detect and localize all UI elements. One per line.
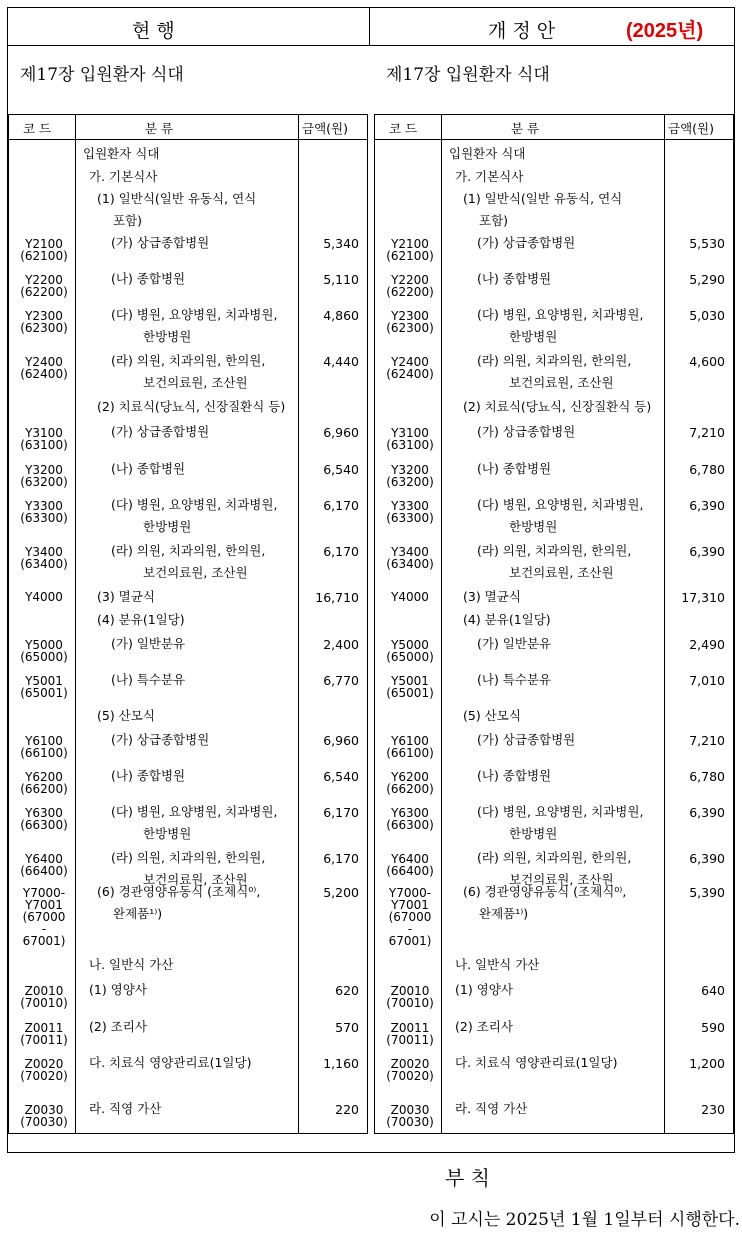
row-amount: 5,340 [323, 236, 359, 251]
fee-table [8, 114, 368, 1134]
row-code: Y3400 (63400) [386, 545, 434, 571]
row-code: Y2100 (62100) [386, 237, 434, 263]
row-category [455, 979, 513, 1001]
row-code: Y6100 (66100) [20, 734, 68, 760]
column-header-category: 분 류 [511, 121, 540, 136]
row-code: Y5001 (65001) [386, 674, 434, 700]
row-amount: 6,780 [689, 462, 725, 477]
category-line: (가) 상급종합병원 [477, 732, 576, 747]
category-line: (6) 경관영양유동식 (조제식⁰⁾, [97, 884, 261, 899]
row-category [463, 705, 521, 727]
row-category [97, 396, 285, 418]
category-line: (가) 일반분유 [477, 636, 552, 651]
row-category [455, 954, 539, 976]
panel-title: 제17장 입원환자 식대 [20, 65, 184, 85]
row-amount: 6,540 [323, 769, 359, 784]
row-code: Y7000- Y7001 (67000 - 67001) [388, 886, 432, 948]
category-line: (1) 영양사 [455, 982, 513, 997]
row-amount: 7,010 [689, 673, 725, 688]
category-line: (다) 병원, 요양병원, 치과병원, [111, 804, 278, 819]
row-category [97, 586, 155, 608]
row-category [89, 979, 147, 1001]
row-category [111, 232, 209, 254]
category-line: (나) 종합병원 [477, 271, 552, 286]
row-code: Y7000- Y7001 (67000 - 67001) [22, 886, 66, 948]
row-category [111, 633, 185, 655]
category-line: (나) 종합병원 [111, 271, 186, 286]
current-header-label: 현 행 [132, 20, 175, 42]
addenda-text: 이 고시는 2025년 1월 1일부터 시행한다. [429, 1210, 740, 1230]
category-line: (가) 상급종합병원 [111, 235, 210, 250]
table-header [375, 115, 733, 140]
category-line: (나) 종합병원 [477, 768, 552, 783]
category-line: 완제품¹⁾) [113, 906, 163, 921]
row-category [89, 1052, 251, 1074]
row-amount: 1,160 [323, 1056, 359, 1071]
row-code: Y3400 (63400) [20, 545, 68, 571]
column-header-amount: 금액(원) [668, 121, 714, 136]
row-category [111, 350, 265, 394]
category-line: (1) 일반식(일반 유동식, 연식 [97, 191, 257, 206]
row-category [97, 188, 256, 232]
row-code: Y2200 (62200) [20, 273, 68, 299]
row-category [111, 458, 185, 480]
row-amount: 4,860 [323, 308, 359, 323]
row-category [111, 421, 209, 443]
row-code: Y2400 (62400) [386, 355, 434, 381]
row-code: Z0030 (70030) [20, 1103, 68, 1129]
category-line: 보건의료원, 조산원 [509, 375, 614, 390]
row-category [97, 705, 155, 727]
row-amount: 6,390 [689, 851, 725, 866]
row-code: Y2100 (62100) [20, 237, 68, 263]
category-line: (가) 상급종합병원 [111, 732, 210, 747]
category-line: 보건의료원, 조산원 [143, 872, 248, 887]
row-amount: 6,960 [323, 733, 359, 748]
row-code: Y3300 (63300) [20, 499, 68, 525]
addenda-title: 부 칙 [445, 1166, 490, 1190]
category-line: (다) 병원, 요양병원, 치과병원, [477, 804, 644, 819]
category-line: (가) 상급종합병원 [477, 235, 576, 250]
category-line: (라) 의원, 치과의원, 한의원, [477, 353, 632, 368]
row-category [455, 1052, 617, 1074]
category-line: 나. 일반식 가산 [455, 957, 540, 972]
category-line: (다) 병원, 요양병원, 치과병원, [477, 307, 644, 322]
category-line: 한방병원 [143, 826, 192, 841]
row-category [463, 881, 626, 925]
category-line: (나) 종합병원 [111, 768, 186, 783]
row-code: Y3300 (63300) [386, 499, 434, 525]
column-header-amount: 금액(원) [302, 121, 348, 136]
row-amount: 230 [701, 1102, 725, 1117]
row-amount: 6,770 [323, 673, 359, 688]
category-line: (나) 종합병원 [477, 461, 552, 476]
category-line: (나) 특수분유 [477, 672, 552, 687]
row-category [449, 143, 525, 165]
row-amount: 6,390 [689, 544, 725, 559]
row-amount: 1,200 [689, 1056, 725, 1071]
row-amount: 6,390 [689, 498, 725, 513]
row-code: Y4000 [25, 590, 63, 604]
row-category [477, 458, 551, 480]
row-category [97, 881, 260, 925]
row-category [111, 494, 277, 538]
row-category [477, 765, 551, 787]
row-category [477, 350, 631, 394]
revised-year-label: (2025년) [626, 20, 704, 42]
row-code: Y4000 [391, 590, 429, 604]
category-line: (라) 의원, 치과의원, 한의원, [111, 543, 266, 558]
row-category [89, 1098, 161, 1120]
column-header-code: 코 드 [389, 121, 418, 136]
category-line: 나. 일반식 가산 [89, 957, 174, 972]
row-code: Y3100 (63100) [20, 426, 68, 452]
row-amount: 6,390 [689, 805, 725, 820]
row-amount: 620 [335, 983, 359, 998]
row-amount: 16,710 [315, 590, 359, 605]
row-code: Y6200 (66200) [386, 770, 434, 796]
category-line: 다. 치료식 영양관리료(1일당) [455, 1055, 618, 1070]
row-category [463, 609, 551, 631]
category-line: (1) 영양사 [89, 982, 147, 997]
row-amount: 6,170 [323, 851, 359, 866]
row-code: Y6100 (66100) [386, 734, 434, 760]
category-line: 한방병원 [509, 826, 558, 841]
row-category [111, 729, 209, 751]
row-code: Y6400 (66400) [20, 852, 68, 878]
category-line: (4) 분유(1일당) [463, 612, 551, 627]
row-code: Y6400 (66400) [386, 852, 434, 878]
row-code: Y6300 (66300) [20, 806, 68, 832]
row-amount: 590 [701, 1020, 725, 1035]
row-amount: 6,170 [323, 544, 359, 559]
row-category [111, 540, 265, 584]
category-line: 입원환자 식대 [449, 146, 526, 161]
row-amount: 6,170 [323, 498, 359, 513]
row-category [111, 268, 185, 290]
category-line: (가) 상급종합병원 [477, 424, 576, 439]
row-code: Z0020 (70020) [386, 1057, 434, 1083]
row-code: Y5000 (65000) [386, 638, 434, 664]
row-amount: 6,540 [323, 462, 359, 477]
category-line: 보건의료원, 조산원 [509, 565, 614, 580]
column-header-code: 코 드 [23, 121, 52, 136]
row-amount: 570 [335, 1020, 359, 1035]
category-line: (가) 일반분유 [111, 636, 186, 651]
row-code: Y3200 (63200) [386, 463, 434, 489]
category-line: (나) 종합병원 [111, 461, 186, 476]
row-category [97, 609, 185, 631]
category-line: 한방병원 [509, 519, 558, 534]
category-line: (라) 의원, 치과의원, 한의원, [477, 850, 632, 865]
row-code: Y2200 (62200) [386, 273, 434, 299]
row-code: Y2300 (62300) [20, 309, 68, 335]
row-amount: 5,110 [323, 272, 359, 287]
row-amount: 220 [335, 1102, 359, 1117]
row-category [111, 765, 185, 787]
row-category [463, 188, 622, 232]
row-amount: 5,530 [689, 236, 725, 251]
row-category [89, 166, 157, 188]
revised-header [370, 8, 734, 46]
row-code: Y2400 (62400) [20, 355, 68, 381]
category-line: 보건의료원, 조산원 [143, 565, 248, 580]
row-amount: 7,210 [689, 425, 725, 440]
row-code: Z0011 (70011) [386, 1021, 434, 1047]
row-category [455, 1098, 527, 1120]
row-amount: 2,400 [323, 637, 359, 652]
category-line: 보건의료원, 조산원 [143, 375, 248, 390]
category-line: (5) 산모식 [463, 708, 521, 723]
row-code: Z0020 (70020) [20, 1057, 68, 1083]
category-line: (다) 병원, 요양병원, 치과병원, [477, 497, 644, 512]
category-line: 가. 기본식사 [455, 169, 524, 184]
category-line: 보건의료원, 조산원 [509, 872, 614, 887]
category-line: (3) 멸균식 [463, 589, 521, 604]
category-line: (나) 특수분유 [111, 672, 186, 687]
panel-title: 제17장 입원환자 식대 [386, 65, 550, 85]
row-category [477, 268, 551, 290]
comparison-frame [7, 7, 735, 1153]
row-code: Z0011 (70011) [20, 1021, 68, 1047]
category-line: (다) 병원, 요양병원, 치과병원, [111, 307, 278, 322]
category-line: 포함) [113, 213, 143, 228]
row-amount: 17,310 [681, 590, 725, 605]
row-amount: 7,210 [689, 733, 725, 748]
row-category [477, 540, 631, 584]
row-amount: 640 [701, 983, 725, 998]
row-code: Y3200 (63200) [20, 463, 68, 489]
row-category [477, 801, 643, 845]
row-amount: 6,170 [323, 805, 359, 820]
category-line: 라. 직영 가산 [89, 1101, 162, 1116]
fee-table [374, 114, 734, 1134]
category-line: (2) 조리사 [455, 1019, 513, 1034]
row-code: Y6200 (66200) [20, 770, 68, 796]
row-amount: 6,780 [689, 769, 725, 784]
category-line: (2) 치료식(당뇨식, 신장질환식 등) [97, 399, 286, 414]
row-category [477, 669, 551, 691]
category-line: (라) 의원, 치과의원, 한의원, [111, 353, 266, 368]
category-line: (라) 의원, 치과의원, 한의원, [477, 543, 632, 558]
row-code: Z0010 (70010) [386, 984, 434, 1010]
row-amount: 2,490 [689, 637, 725, 652]
row-category [477, 421, 575, 443]
category-line: (3) 멸균식 [97, 589, 155, 604]
row-category [477, 304, 643, 348]
row-category [463, 586, 521, 608]
category-line: 한방병원 [143, 329, 192, 344]
category-line: (가) 상급종합병원 [111, 424, 210, 439]
row-category [89, 954, 173, 976]
row-amount: 5,290 [689, 272, 725, 287]
row-code: Z0010 (70010) [20, 984, 68, 1010]
revised-header-label: 개 정 안 [488, 20, 556, 42]
row-category [477, 633, 551, 655]
row-code: Y6300 (66300) [386, 806, 434, 832]
category-line: 포함) [479, 213, 509, 228]
category-line: 완제품¹⁾) [479, 906, 529, 921]
category-line: 한방병원 [509, 329, 558, 344]
row-category [455, 166, 523, 188]
row-category [111, 669, 185, 691]
row-amount: 5,200 [323, 885, 359, 900]
row-amount: 5,390 [689, 885, 725, 900]
row-category [111, 304, 277, 348]
row-category [463, 396, 651, 418]
category-line: (2) 조리사 [89, 1019, 147, 1034]
row-category [83, 143, 159, 165]
row-category [89, 1016, 147, 1038]
row-code: Y3100 (63100) [386, 426, 434, 452]
row-amount: 5,030 [689, 308, 725, 323]
category-line: (라) 의원, 치과의원, 한의원, [111, 850, 266, 865]
category-line: (6) 경관영양유동식 (조제식⁰⁾, [463, 884, 627, 899]
row-code: Y5001 (65001) [20, 674, 68, 700]
column-header-category: 분 류 [145, 121, 174, 136]
category-line: (4) 분유(1일당) [97, 612, 185, 627]
row-code: Y5000 (65000) [20, 638, 68, 664]
row-amount: 4,440 [323, 354, 359, 369]
category-line: 입원환자 식대 [83, 146, 160, 161]
category-line: 한방병원 [143, 519, 192, 534]
category-line: (5) 산모식 [97, 708, 155, 723]
category-line: 다. 치료식 영양관리료(1일당) [89, 1055, 252, 1070]
row-code: Z0030 (70030) [386, 1103, 434, 1129]
row-amount: 6,960 [323, 425, 359, 440]
row-category [477, 494, 643, 538]
current-header [8, 8, 370, 46]
row-code: Y2300 (62300) [386, 309, 434, 335]
row-category [477, 232, 575, 254]
table-header [9, 115, 367, 140]
category-line: (다) 병원, 요양병원, 치과병원, [111, 497, 278, 512]
row-category [111, 801, 277, 845]
category-line: (1) 일반식(일반 유동식, 연식 [463, 191, 623, 206]
category-line: 가. 기본식사 [89, 169, 158, 184]
category-line: (2) 치료식(당뇨식, 신장질환식 등) [463, 399, 652, 414]
row-amount: 4,600 [689, 354, 725, 369]
category-line: 라. 직영 가산 [455, 1101, 528, 1116]
row-category [455, 1016, 513, 1038]
row-category [477, 729, 575, 751]
